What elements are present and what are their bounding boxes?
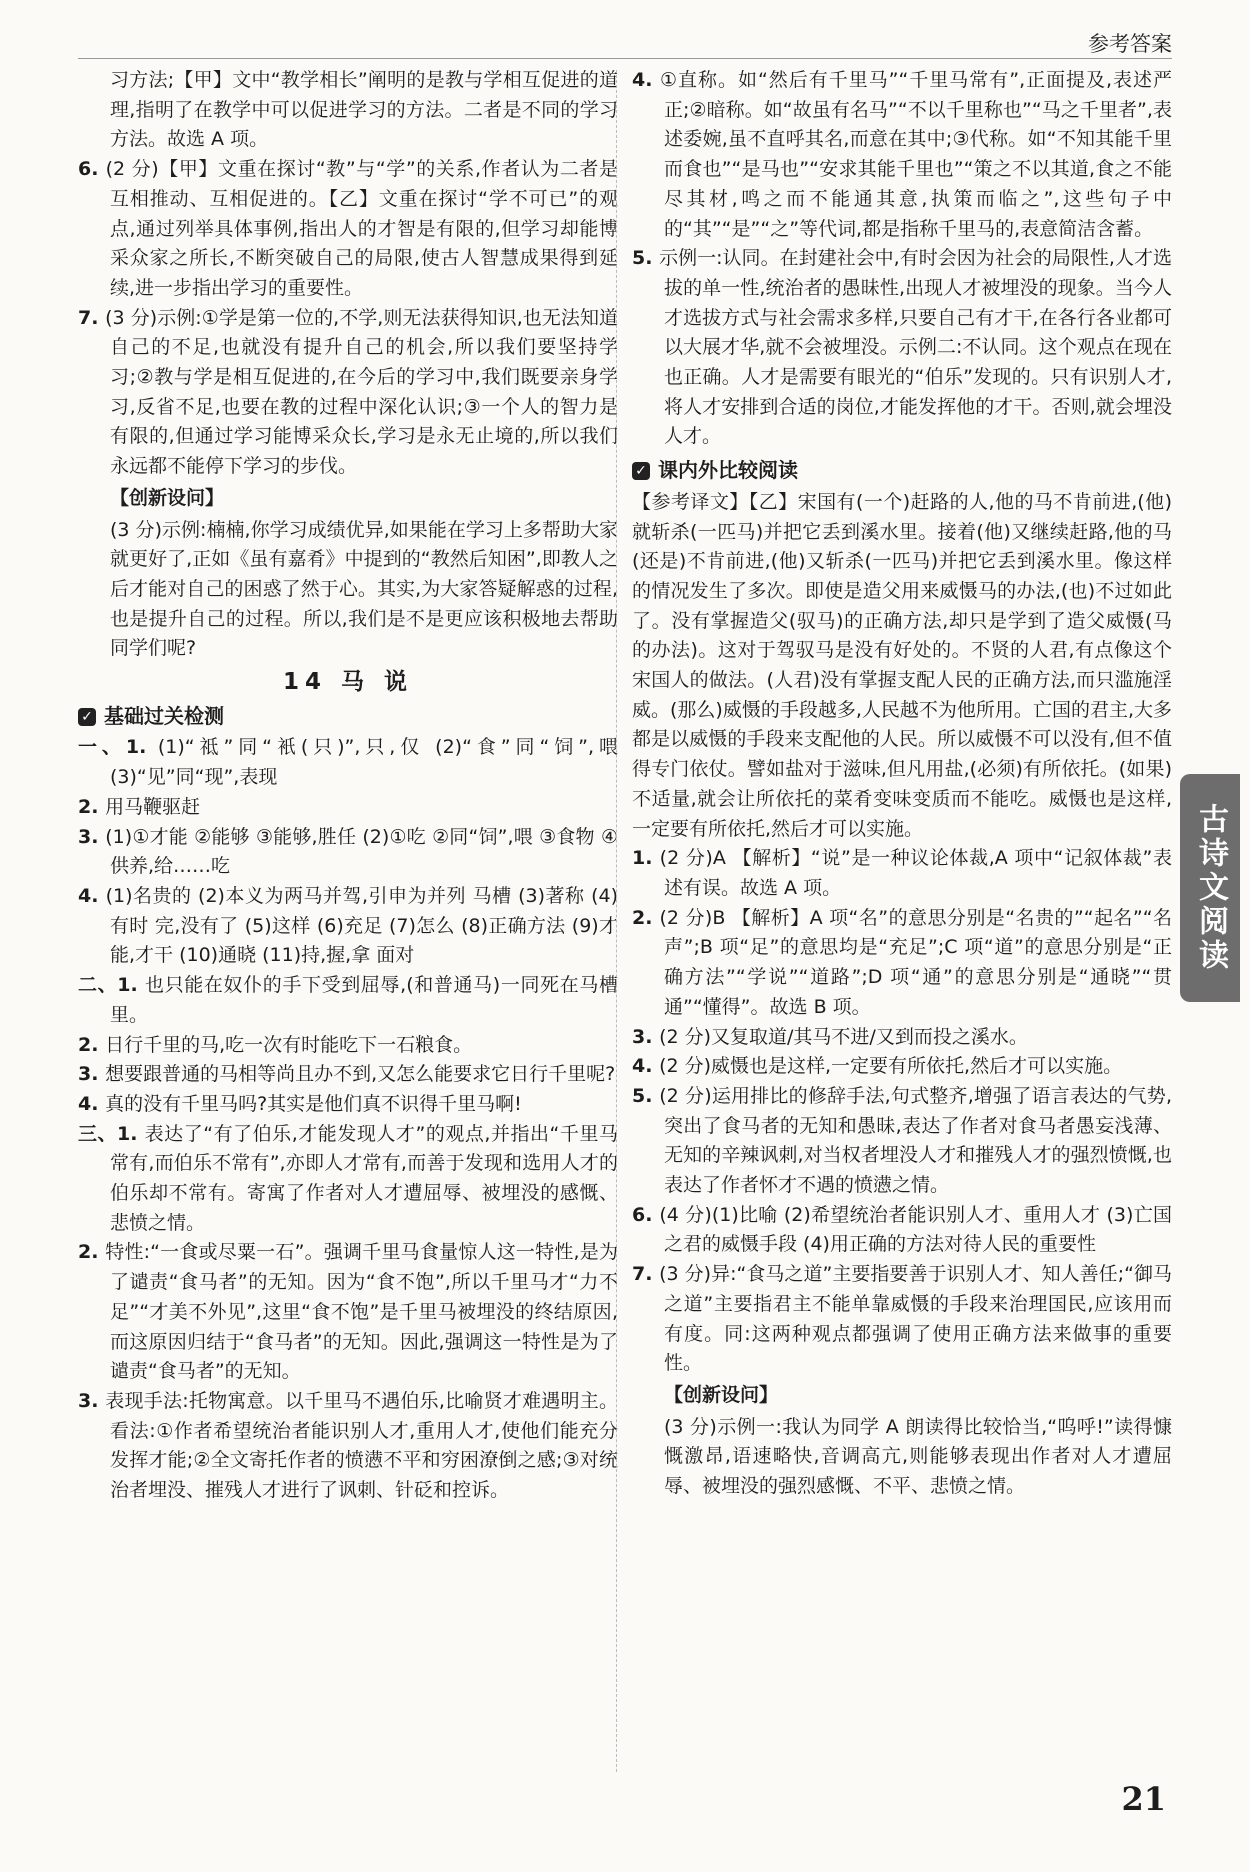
answer-text: 日行千里的马,吃一次有时能吃下一石粮食。 <box>105 1033 473 1056</box>
answer-text: 想要跟普通的马相等尚且办不到,又怎么能要求它日行千里呢? <box>105 1063 616 1086</box>
answer-item <box>78 733 618 792</box>
header-rule <box>78 58 1172 59</box>
answer-text: (2 分)又复取道/其马不进/又到而投之溪水。 <box>659 1025 1028 1048</box>
answer-item <box>78 1387 618 1506</box>
answer-text: (2 分)A 【解析】“说”是一种议论体裁,A 项中“记叙体裁”表述有误。故选 A 项。 <box>659 847 1172 899</box>
item-number: 2. <box>78 1033 106 1056</box>
column-divider <box>616 70 617 1772</box>
answer-text: (1)①才能 ②能够 ③能够,胜任 (2)①吃 ②同“饲”,喂 ③食物 ④供养,给……吃 <box>105 825 618 878</box>
answer-text: ①直称。如“然后有千里马”“千里马常有”,正面提及,表述严正;②暗称。如“故虽有名马”“不以千里称也”“马之千里者”,表述委婉,虽不直呼其名,而意在其中;③代称。如“不知其能千里而食也”“是马也”“安求其能千里也”“策之不以其道,食之不能尽其材,鸣之而不能通其意,执策而临之”,这些句子中的“其”“是”“之”等代词,都是指称千里马的,表意简洁含蓄。 <box>660 69 1172 240</box>
answer-text: (2 分)威慑也是这样,一定要有所依托,然后才可以实施。 <box>659 1055 1123 1078</box>
page-number: 21 <box>1121 1780 1166 1818</box>
answer-text: (2 分)运用排比的修辞手法,句式整齐,增强了语言表达的气势,突出了食马者的无知和愚昧,表达了作者对食马者愚妄浅薄、无知的辛辣讽刺,对当权者埋没人才和摧残人才的强烈愤慨,也表达了作者怀才不遇的愤懑之情。 <box>659 1084 1172 1197</box>
answer-text: (3 分)异:“食马之道”主要指要善于识别人才、知人善任;“御马之道”主要指君主不能单靠威慑的手段来治理国民,应该用而有度。同:这两种观点都强调了使用正确方法来做事的重要性。 <box>659 1263 1172 1375</box>
answer-item <box>78 823 618 882</box>
item-number: 4. <box>632 69 661 91</box>
answer-item <box>632 1023 1172 1053</box>
item-number: 6. <box>78 158 106 181</box>
answer-item <box>632 1260 1172 1379</box>
right-column <box>632 66 1172 1502</box>
answer-item <box>78 1031 618 1061</box>
answer-item <box>632 244 1172 452</box>
section-heading-text: 课内外比较阅读 <box>658 458 798 483</box>
answer-item <box>632 1082 1172 1201</box>
answer-text: 真的没有千里马吗?其实是他们真不识得千里马啊! <box>105 1092 522 1115</box>
answer-item <box>78 882 618 971</box>
answer-item <box>78 1120 618 1239</box>
item-number: 4. <box>78 1092 106 1115</box>
answer-text: 用马鞭驱赶 <box>105 795 201 818</box>
answer-text: (3 分)示例一:我认为同学 A 朗读得比较恰当,“呜呼!”读得慷慨激昂,语速略快,音调高亢,则能够表现出作者对人才遭屈辱、被埋没的强烈感慨、不平、悲愤之情。 <box>664 1415 1172 1498</box>
answer-item <box>78 1060 618 1090</box>
answer-text: 也只能在奴仆的手下受到屈辱,(和普通马)一同死在马槽里。 <box>110 974 618 1026</box>
item-number: 5. <box>632 1084 660 1107</box>
answer-text: (3 分)示例:①学是第一位的,不学,则无法获得知识,也无法知道自己的不足,也就没有提升自己的机会,所以我们要坚持学习;②教与学是相互促进的,在今后的学习中,我们既要亲身学习,反省不足,也要在教的过程中深化认识;③一个人的智力是有限的,但通过学习能博采众长,学习是永无止境的,所以我们永远都不能停下学习的步伐。 <box>105 306 618 478</box>
item-number: 3. <box>78 1063 106 1086</box>
section-heading-text: 基础过关检测 <box>104 703 224 728</box>
item-number: 4. <box>78 884 106 907</box>
answer-item <box>78 516 618 665</box>
innovation-question-tag: 【创新设问】 <box>664 1383 779 1406</box>
answer-item <box>632 1201 1172 1260</box>
reference-translation <box>632 488 1172 844</box>
item-number: 三、1. <box>78 1122 145 1145</box>
answer-item <box>78 155 618 304</box>
answer-text: 表达了“有了伯乐,才能发现人才”的观点,并指出“千里马常有,而伯乐不常有”,亦即人才常有,而善于发现和选用人才的伯乐却不常有。寄寓了作者对人才遭屈辱、被埋没的感慨、悲愤之情。 <box>110 1122 618 1234</box>
checkmark-icon: ✓ <box>632 462 650 480</box>
answer-text: 表现手法:托物寓意。以千里马不遇伯乐,比喻贤才难遇明主。看法:①作者希望统治者能识别人才,重用人才,使他们能充分发挥才能;②全文寄托作者的愤懑不平和穷困潦倒之感;③对统治者埋没、摧残人才进行了讽刺、针砭和控诉。 <box>105 1389 618 1502</box>
item-number: 2. <box>78 795 106 818</box>
item-number: 7. <box>78 306 106 329</box>
answer-item <box>632 1052 1172 1082</box>
item-number: 4. <box>632 1055 660 1078</box>
answer-text: 特性:“一食或尽粟一石”。强调千里马食量惊人这一特性,是为了谴责“食马者”的无知。因为“食不饱”,所以千里马才“力不足”“才美不外见”,这里“食不饱”是千里马被埋没的终结原因,而这原因归结于“食马者”的无知。因此,强调这一特性是为了谴责“食马者”的无知。 <box>105 1241 618 1383</box>
side-tab-classical-reading[interactable]: 古诗文阅读 <box>1180 774 1240 1002</box>
answer-text: 习方法;【甲】文中“教学相长”阐明的是教与学相互促进的道理,指明了在教学中可以促进学习的方法。二者是不同的学习方法。故选 A 项。 <box>110 69 618 151</box>
answer-item <box>632 844 1172 903</box>
innovation-question-tag: 【创新设问】 <box>110 486 225 509</box>
answer-text: (1)“祗”同“衹(只)”,只,仅 (2)“食”同“饲”,喂 (3)“见”同“现”,表现 <box>110 736 618 789</box>
item-number: 1. <box>632 847 660 870</box>
item-number: 二、1. <box>78 974 145 997</box>
answer-text: (1)名贵的 (2)本义为两马并驾,引申为并列 马槽 (3)著称 (4)有时 完,没有了 (5)这样 (6)充足 (7)怎么 (8)正确方法 (9)才能,才干 (10)通晓 (11)持,握,拿 面对 <box>105 884 618 967</box>
answer-item <box>78 793 618 823</box>
lesson-title: 14 马 说 <box>282 669 414 696</box>
answer-text: (2 分)B 【解析】A 项“名”的意思分别是“名贵的”“起名”“名声”;B 项“足”的意思均是“充足”;C 项“道”的意思分别是“正确方法”“学说”“道路”;D 项“通”的意思分别是“通晓”“贯通”“懂得”。故选 B 项。 <box>659 906 1172 1018</box>
answer-text: (2 分)【甲】文重在探讨“教”与“学”的关系,作者认为二者是互相推动、互相促进的。【乙】文重在探讨“学不可已”的观点,通过列举具体事例,指出人的才智是有限的,但学习却能博采众家之所长,不断突破自己的局限,使古人智慧成果得到延续,进一步指出学习的重要性。 <box>105 158 618 299</box>
section-heading <box>632 456 1172 486</box>
page-header: 参考答案 <box>1088 32 1172 56</box>
answer-item <box>78 304 618 482</box>
answer-text: 【参考译文】【乙】宋国有(一个)赶路的人,他的马不肯前进,(他)就斩杀(一匹马)并把它丢到溪水里。接着(他)又继续赶路,他的马(还是)不肯前进,(他)又斩杀(一匹马)并把它丢到溪水里。像这样的情况发生了多次。即使是造父用来威慑马的办法,(也)不过如此了。没有掌握造父(驭马)的正确方法,却只是学到了造父威慑(马的办法)。这对于驾驭马是没有好处的。不贤的人君,有点像这个宋国人的做法。(人君)没有掌握支配人民的正确方法,而只滥施淫威。(那么)威慑的手段越多,人民越不为他所用。亡国的君主,大多都是以威慑的手段来支配他的人民。所以威慑不可以没有,但不值得专门依仗。譬如盐对于滋味,但凡用盐,(必须)有所依托。(如果)不适量,就会让所依托的菜肴变味变质而不能吃。威慑也是这样,一定要有所依托,然后才可以实施。 <box>632 490 1172 840</box>
answer-item <box>632 66 1172 244</box>
answer-item <box>632 1413 1172 1502</box>
answer-text: (3 分)示例:楠楠,你学习成绩优异,如果能在学习上多帮助大家就更好了,正如《虽有嘉肴》中提到的“教然后知困”,即教人之后才能对自己的困惑了然于心。其实,为大家答疑解惑的过程,也是提升自己的过程。所以,我们是不是更应该积极地去帮助同学们呢? <box>110 518 618 660</box>
item-number: 7. <box>632 1263 660 1286</box>
item-number: 5. <box>632 247 660 270</box>
answer-item <box>632 904 1172 1023</box>
item-number: 6. <box>632 1203 660 1226</box>
answer-item <box>78 971 618 1030</box>
checkmark-icon: ✓ <box>78 708 96 726</box>
item-number: 一、1. <box>78 736 158 759</box>
answer-item <box>78 1090 618 1120</box>
item-number: 2. <box>632 906 660 929</box>
item-number: 3. <box>78 1389 106 1412</box>
left-column <box>78 66 618 1506</box>
answer-item <box>78 66 618 155</box>
item-number: 3. <box>632 1025 660 1048</box>
section-heading <box>78 702 618 732</box>
item-number: 3. <box>78 825 106 848</box>
item-number: 2. <box>78 1241 106 1264</box>
answer-item <box>78 1238 618 1387</box>
answer-text: 示例一:认同。在封建社会中,有时会因为社会的局限性,人才选拔的单一性,统治者的愚昧性,出现人才被埋没的现象。当今人才选拔方式与社会需求多样,只要自己有才干,在各行各业都可以大展才华,就不会被埋没。示例二:不认同。这个观点在现在也正确。人才是需要有眼光的“伯乐”发现的。只有识别人才,将人才安排到合适的岗位,才能发挥他的才干。否则,就会埋没人才。 <box>659 247 1172 448</box>
answer-text: (4 分)(1)比喻 (2)希望统治者能识别人才、重用人才 (3)亡国之君的威慑手段 (4)用正确的方法对待人民的重要性 <box>659 1203 1172 1256</box>
